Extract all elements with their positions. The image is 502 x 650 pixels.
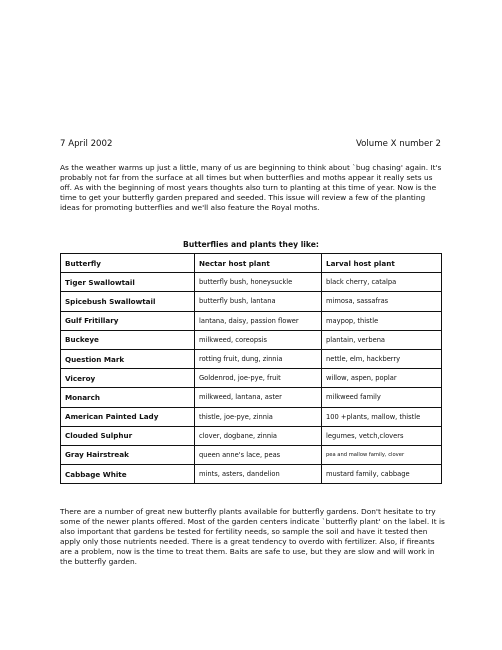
nectar-plants: milkweed, coreopsis xyxy=(195,330,322,349)
newsletter-header xyxy=(60,139,441,149)
larval-plants: nettle, elm, hackberry xyxy=(322,349,442,368)
butterfly-name: Question Mark xyxy=(61,349,195,368)
larval-plants: willow, aspen, poplar xyxy=(322,369,442,388)
butterfly-name: Gulf Fritillary xyxy=(61,311,195,330)
table-caption: Butterflies and plants they like: xyxy=(183,240,319,249)
column-header-butterfly: Butterfly xyxy=(61,254,195,273)
intro-paragraph: As the weather warms up just a little, many of us are beginning to think about `bug chasing' again. It's probably not far from the surface at all times but when butterflies and moths appear it really sets us off. As with the beginning of most years thoughts also turn to planting at this time of year. Now is the time to get your butterfly garden prepared and seeded. This issue will review a few of the planting ideas for promoting butterflies and we'll also feature the Royal moths. xyxy=(60,163,442,213)
table-row xyxy=(61,388,442,407)
table-row xyxy=(61,292,442,311)
nectar-plants: butterfly bush, honeysuckle xyxy=(195,273,322,292)
closing-paragraph: There are a number of great new butterfly plants available for butterfly gardens. Don't hesitate to try some of the newer plants offered. Most of the garden centers indicate `butterfly plant' on the label. It is also important that gardens be tested for fertility needs, so sample the soil and have it tested then apply only those nutrients needed. There is a great tendency to overdo with fertilizer. Also, if fireants are a problem, now is the time to treat them. Baits are safe to use, but they are slow and will work in the butterfly garden. xyxy=(60,507,445,567)
table-row xyxy=(61,465,442,484)
column-header-nectar: Nectar host plant xyxy=(195,254,322,273)
butterfly-name: Spicebush Swallowtail xyxy=(61,292,195,311)
butterfly-name: Buckeye xyxy=(61,330,195,349)
table-row xyxy=(61,407,442,426)
larval-plants: black cherry, catalpa xyxy=(322,273,442,292)
butterfly-name: Cabbage White xyxy=(61,465,195,484)
larval-plants: legumes, vetch,clovers xyxy=(322,426,442,445)
butterfly-name: Gray Hairstreak xyxy=(61,445,195,464)
issue-date: 7 April 2002 xyxy=(60,139,113,149)
table-row xyxy=(61,369,442,388)
larval-plants: pea and mallow family, clover xyxy=(322,445,442,464)
nectar-plants: Goldenrod, joe-pye, fruit xyxy=(195,369,322,388)
larval-plants: mustard family, cabbage xyxy=(322,465,442,484)
table-row xyxy=(61,273,442,292)
butterfly-name: Monarch xyxy=(61,388,195,407)
volume-number: Volume X number 2 xyxy=(355,139,441,149)
column-header-larval: Larval host plant xyxy=(322,254,442,273)
butterfly-name: American Painted Lady xyxy=(61,407,195,426)
larval-plants: maypop, thistle xyxy=(322,311,442,330)
nectar-plants: butterfly bush, lantana xyxy=(195,292,322,311)
butterfly-plants-table xyxy=(60,253,442,484)
larval-plants: plantain, verbena xyxy=(322,330,442,349)
table-row xyxy=(61,311,442,330)
nectar-plants: thistle, joe-pye, zinnia xyxy=(195,407,322,426)
nectar-plants: lantana, daisy, passion flower xyxy=(195,311,322,330)
nectar-plants: mints, asters, dandelion xyxy=(195,465,322,484)
table-row xyxy=(61,426,442,445)
table-row xyxy=(61,330,442,349)
larval-plants: 100 +plants, mallow, thistle xyxy=(322,407,442,426)
table-row xyxy=(61,349,442,368)
butterfly-name: Clouded Sulphur xyxy=(61,426,195,445)
table-row xyxy=(61,445,442,464)
larval-plants: milkweed family xyxy=(322,388,442,407)
butterfly-name: Viceroy xyxy=(61,369,195,388)
nectar-plants: milkweed, lantana, aster xyxy=(195,388,322,407)
nectar-plants: queen anne's lace, peas xyxy=(195,445,322,464)
butterfly-name: Tiger Swallowtail xyxy=(61,273,195,292)
larval-plants: mimosa, sassafras xyxy=(322,292,442,311)
table-header-row xyxy=(61,254,442,273)
nectar-plants: rotting fruit, dung, zinnia xyxy=(195,349,322,368)
nectar-plants: clover, dogbane, zinnia xyxy=(195,426,322,445)
